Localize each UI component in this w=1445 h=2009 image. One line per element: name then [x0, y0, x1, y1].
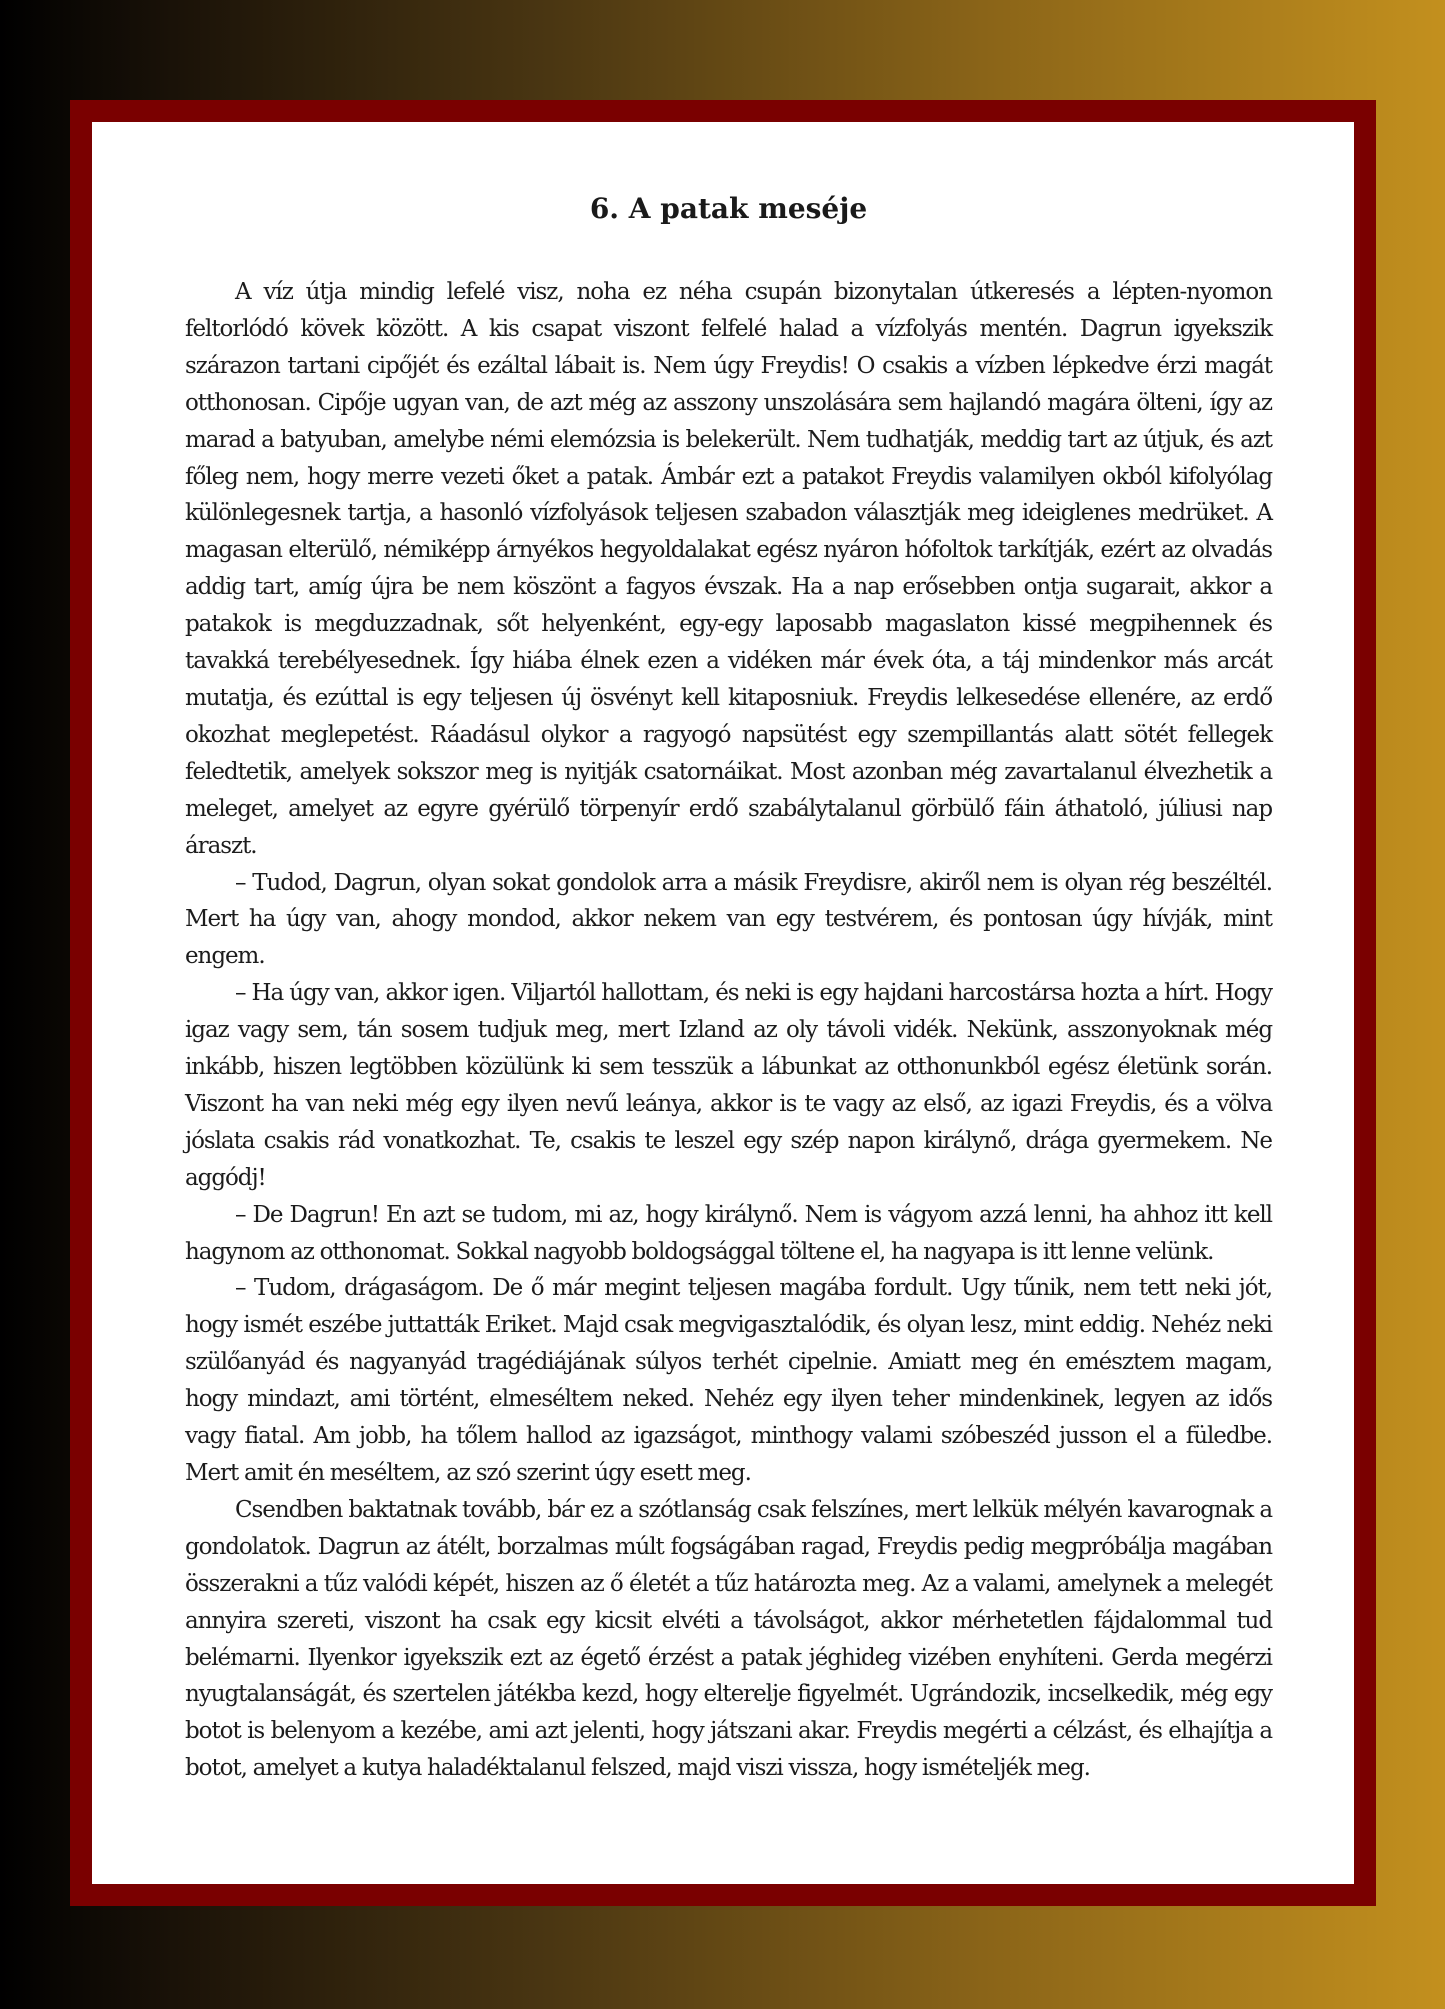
paragraph: – Tudod, Dagrun, olyan sokat gondolok arra a másik Freydisre, akiről nem is olyan rég beszéltél. Mert ha úgy van, ahogy mondod, akkor nekem van egy testvérem, és pontosan úgy hívják, mint engem. [185, 869, 1272, 970]
page [92, 122, 1354, 1884]
paragraph: – De Dagrun! En azt se tudom, mi az, hogy királynő. Nem is vágyom azzá lenni, ha ahhoz itt kell hagynom az otthonomat. Sokkal nagyobb boldogsággal töltene el, ha nagyapa is itt lenne velünk. [185, 1201, 1272, 1265]
paragraph: – Tudom, drágaságom. De ő már megint teljesen magába fordult. Ugy tűnik, nem tett neki jót, hogy ismét eszébe juttatták Eriket. Majd csak megvigasztalódik, és olyan lesz, mint eddig. Nehéz neki szülőanyád és nagyanyád tragédiájának súlyos terhét cipelnie. Amiatt meg én emésztem magam, hogy mindazt, ami történt, elmeséltem neked. Nehéz egy ilyen teher mindenkinek, legyen az idős vagy fiatal. Am jobb, ha tőlem hallod az igazságot, minthogy valami szóbeszéd jusson el a füledbe. Mert amit én meséltem, az szó szerint úgy esett meg. [185, 1275, 1272, 1486]
chapter-title: 6. A patak meséje [589, 192, 868, 225]
paragraph: A víz útja mindig lefelé visz, noha ez néha csupán bizonytalan útkeresés a lépten-nyomon feltorlódó kövek között. A kis csapat viszont felfelé halad a vízfolyás mentén. Dagrun igyekszik szárazon tartani cipőjét és ezáltal lábait is. Nem úgy Freydis! O csakis a vízben lépkedve érzi magát otthonosan. Cipője ugyan van, de azt még az asszony unszolására sem hajlandó magára ölteni, így az marad a batyuban, amelybe némi elemózsia is belekerült. Nem tudhatják, meddig tart az útjuk, és azt főleg nem, hogy merre vezeti őket a patak. Ámbár ezt a patakot Freydis valamilyen okból kifolyólag különlegesnek tartja, a hasonló vízfolyások teljesen szabadon választják meg ideiglenes medrüket. A magasan elterülő, némiképp árnyékos hegyoldalakat egész nyáron hófoltok tarkítják, ezért az olvadás addig tart, amíg újra be nem köszönt a fagyos évszak. Ha a nap erősebben ontja sugarait, akkor a patakok is megduzzadnak, sőt helyenként, egy-egy laposabb magaslaton kissé megpihennek és tavakká terebélyesednek. Így hiába élnek ezen a vidéken már évek óta, a táj mindenkor más arcát mutatja, és ezúttal is egy teljesen új ösvényt kell kitaposniuk. Freydis lelkesedése ellenére, az erdő okozhat meglepetést. Ráadásul olykor a ragyogó napsütést egy szempillantás alatt sötét fellegek feledtetik, amelyek sokszor meg is nyitják csatornáikat. Most azonban még zavartalanul élvezhetik a meleget, amelyet az egyre gyérülő törpenyír erdő szabálytalanul görbülő fáin áthatoló, júliusi nap áraszt. [185, 279, 1272, 859]
paragraph: Csendben baktatnak tovább, bár ez a szótlanság csak felszínes, mert lelkük mélyén kavarognak a gondolatok. Dagrun az átélt, borzalmas múlt fogságában ragad, Freydis pedig megpróbálja magában összerakni a tűz valódi képét, hiszen az ő életét a tűz határozta meg. Az a valami, amelynek a melegét annyira szereti, viszont ha csak egy kicsit elvéti a távolságot, akkor mérhetetlen fájdalommal tud belémarni. Ilyenkor igyekszik ezt az égető érzést a patak jéghideg vizében enyhíteni. Gerda megérzi nyugtalanságát, és szertelen játékba kezd, hogy elterelje figyelmét. Ugrándozik, incselkedik, még egy botot is belenyom a kezébe, ami azt jelenti, hogy játszani akar. Freydis megérti a célzást, és elhajítja a botot, amelyet a kutya haladéktalanul felszed, majd viszi vissza, hogy ismételjék meg. [185, 1496, 1272, 1782]
paragraph: – Ha úgy van, akkor igen. Viljartól hallottam, és neki is egy hajdani harcostársa hozta a hírt. Hogy igaz vagy sem, tán sosem tudjuk meg, mert Izland az oly távoli vidék. Nekünk, asszonyoknak még inkább, hiszen legtöbben közülünk ki sem tesszük a lábunkat az otthonunkból egész életünk során. Viszont ha van neki még egy ilyen nevű leánya, akkor is te vagy az első, az igazi Freydis, és a völva jóslata csakis rád vonatkozhat. Te, csakis te leszel egy szép napon királynő, drága gyermekem. Ne aggódj! [185, 980, 1272, 1191]
page-frame [70, 100, 1376, 1906]
chapter-body [185, 274, 1272, 1787]
